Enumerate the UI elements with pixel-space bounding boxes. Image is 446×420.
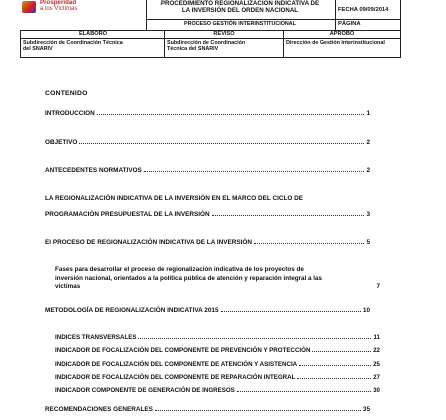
toc-entry-indicador-reparacion[interactable] [55,374,380,381]
toc-page-number: 35 [362,406,370,413]
aprobo-value [286,40,400,46]
toc-page-number: 3 [366,211,370,218]
toc-entry-label: INDICADOR COMPONENTE DE GENERACIÓN DE INGRESOS [55,387,235,394]
toc-page-number: 30 [373,387,380,394]
toc-entry-indicador-prevencion[interactable] [55,347,380,354]
toc-heading: CONTENIDO [45,90,88,97]
toc-entry-label: El PROCESO DE REGIONALIZACIÓN INDICATIVA DE LA INVERSIÓN [45,239,252,246]
toc-entry-regionalizacion[interactable] [45,211,370,218]
toc-page-number: 27 [373,374,380,381]
header-divider [146,19,400,20]
toc-entry-line: Fases para desarrollar el proceso de regionalización indicativa de los proyectos de [55,266,304,273]
toc-page-number: 10 [362,307,370,314]
toc-entry-label: INTRODUCCION [45,110,95,117]
elaboro-line-1: Subdirección de Coordinación Técnica [23,40,123,46]
header-divider [146,0,147,31]
toc-entry-label: METODOLOGÍA DE REGIONALIZACIÓN INDICATIVA 2015 [45,307,219,314]
header-divider [20,38,400,39]
dot-leader [144,171,365,172]
toc-entry-line: inversión nacional, orientados a la política pública de atención y reparación integral a las [55,274,322,282]
document-title-line-2: LA INVERSIÓN DEL ORDEN NACIONAL [181,7,299,15]
toc-page-number: 2 [366,139,370,146]
toc-entry-label: INDICADOR DE FOCALIZACIÓN DEL COMPONENTE DE ATENCIÓN Y ASISTENCIA [55,361,298,368]
logo-emblem-icon [22,1,36,13]
dot-leader [312,351,371,352]
process-name: PROCESO GESTIÓN INTERINSTITUCIONAL [183,21,296,27]
aprobo-line-1: Dirección de Gestión Interinstitucional [286,40,385,46]
toc-entry-label: INDICADOR DE FOCALIZACIÓN DEL COMPONENTE DE REPARACIÓN INTEGRAL [55,374,296,381]
toc-page-number: 1 [366,110,370,117]
dot-leader [138,338,371,339]
document-title-line-1: PROCEDIMIENTO REGIONALIZACIÓN INDICATIVA DE [160,0,320,7]
document-title [150,0,330,14]
header-divider [335,0,336,31]
reviso-line-2: Técnica del SNARIV [167,46,219,53]
header-divider [400,0,401,58]
toc-entry-antecedentes[interactable] [45,167,370,174]
toc-entry-recomendaciones[interactable] [45,406,370,413]
toc-entry-metodologia[interactable] [45,307,370,314]
dot-leader [155,410,361,411]
toc-page-number: 2 [366,167,370,174]
toc-page-number: 11 [373,334,380,341]
toc-entry-label: RECOMENDACIONES GENERALES [45,406,153,413]
header-divider [20,57,400,58]
toc-entry-label: INDICES TRANSVERSALES [55,334,137,341]
toc-entry-line: victimas [55,283,81,290]
document-date: FECHA 09/09/2014 [338,7,389,13]
elaboro-value [23,40,163,52]
entity-logo [20,0,142,15]
logo-line-1: Prosperidad [40,0,77,6]
toc-entry-label: OBJETIVO [45,139,78,146]
dot-leader [212,215,365,216]
dot-leader [79,143,364,144]
dot-leader [299,365,371,366]
toc-page-number: 7 [376,283,380,290]
toc-entry-fases[interactable] [55,266,380,292]
dot-leader [221,311,361,312]
column-reviso: REVISO [213,31,235,37]
toc-entry-label: INDICADOR DE FOCALIZACIÓN DEL COMPONENTE DE PREVENCIÓN Y PROTECCIÓN [55,347,311,354]
page-label: PÁGINA [338,21,361,27]
reviso-value [167,40,282,52]
toc-entry-indicador-ingresos[interactable] [55,387,380,394]
elaboro-line-2: del SNARIV [23,46,53,53]
toc-entry-regionalizacion-line-1[interactable]: LA REGIONALIZACIÓN INDICATIVA DE LA INVERSIÓN EN EL MARCO DEL CICLO DE [45,195,303,202]
toc-entry-proceso[interactable] [45,239,370,246]
dot-leader [97,114,365,115]
dot-leader [254,243,364,244]
toc-page-number: 25 [373,361,380,368]
toc-entry-label: PROGRAMACIÓN PRESUPUESTAL DE LA INVERSIÓN [45,211,210,218]
header-divider [20,30,21,58]
column-elaboro: ELABORO [79,31,107,37]
dot-leader [237,391,371,392]
reviso-line-1: Subdirección de Coordinación [167,40,246,46]
toc-entry-indicador-atencion[interactable] [55,361,380,368]
toc-entry-objetivo[interactable] [45,139,370,146]
toc-entry-label: ANTECEDENTES NORMATIVOS [45,167,142,174]
logo-line-2: a los Víctimas [40,6,78,12]
toc-page-number: 22 [373,347,380,354]
toc-entry-introduccion[interactable] [45,110,370,117]
dot-leader [297,378,371,379]
toc-page-number: 5 [366,239,370,246]
column-aprobo: APROBO [329,31,355,37]
toc-entry-indices[interactable] [55,334,380,341]
